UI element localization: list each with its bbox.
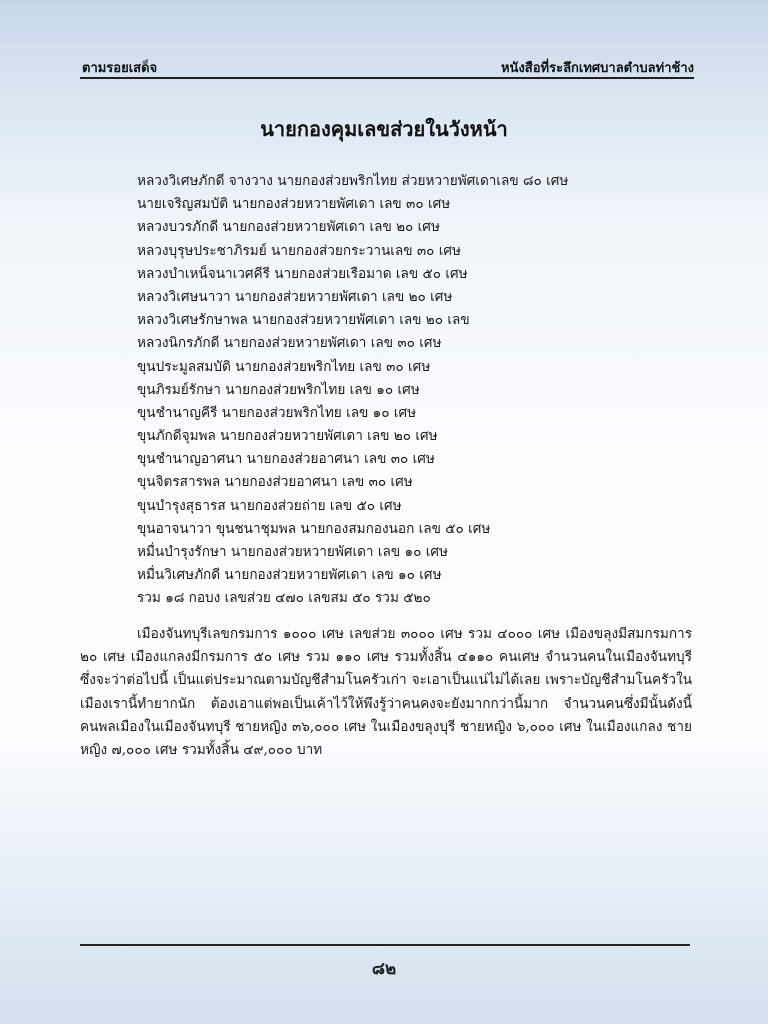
list-item: ขุนภิรมย์รักษา นายกองส่วยพริกไทย เลข ๑๐ เศษ <box>137 381 420 398</box>
list-item: หลวงนิกรภักดี นายกองส่วยหวายพัศเดา เลข ๓๐ เศษ <box>137 335 442 352</box>
list-item: หลวงวิเศษรักษาพล นายกองส่วยหวายพัศเดา เลข ๒๐ เลข <box>137 312 470 329</box>
running-header-right: หนังสือที่ระลึกเทศบาลตำบลท่าช้าง <box>500 61 694 76</box>
running-header-left: ตามรอยเสด็จ <box>82 61 158 76</box>
list-item: หมื่นบำรุงรักษา นายกองส่วยหวายพัศเดา เลข ๑๐ เศษ <box>137 544 448 560</box>
page-number: ๘๒ <box>371 959 397 979</box>
officer-list <box>137 170 697 611</box>
list-item: ขุนอาจนาวา ขุนชนาชุมพล นายกองสมกองนอก เลข ๕๐ เศษ <box>137 520 491 537</box>
footer-rule <box>80 944 690 946</box>
list-item: ขุนชำนาญคีรี นายกองส่วยพริกไทย เลข ๑๐ เศษ <box>137 404 417 421</box>
list-item: นายเจริญสมบัติ นายกองส่วยหวายพัศเดา เลข ๓๐ เศษ <box>137 196 451 213</box>
list-item: หลวงวิเศษภักดี จางวาง นายกองส่วยพริกไทย ส่วยหวายพัศเดาเลข ๘๐ เศษ <box>137 173 569 189</box>
body-paragraph: เมืองจันทบุรีเลขกรมการ ๑๐๐๐ เศษ เลขส่วย ๓๐๐๐ เศษ รวม ๔๐๐๐ เศษ เมืองขลุงมีสมกรมการ ๒๐ เศษ เมืองแกลงมีกรมการ ๕๐ เศษ รวม ๑๑๐ เศษ รวมทั้งสิ้น ๔๑๑๐ คนเศษ จำนวนคนในเมืองจันทบุรีซึ่งจะว่าต่อไปนี้ เป็นแต่ประมาณตามบัญชีสำมโนครัวเก่า จะเอาเป็นแน่ไม่ได้เลย เพราะบัญชีสำมโนครัวในเมืองเรานี้ทำยากนัก ต้องเอาแต่พอเป็นเค้าไว้ให้พึงรู้ว่าคนคงจะยังมากกว่านี้มาก จำนวนคนซึ่งมีนั้นดังนี้ คนพลเมืองในเมืองจันทบุรี ชายหญิง ๓๖,๐๐๐ เศษ ในเมืองขลุงบุรี ชายหญิง ๖,๐๐๐ เศษ ในเมืองแกลง ชายหญิง ๗,๐๐๐ เศษ รวมทั้งสิ้น ๔๙,๐๐๐ บาท <box>80 626 692 759</box>
list-item: หลวงบวรภักดี นายกองส่วยหวายพัศเดา เลข ๒๐ เศษ <box>137 219 440 236</box>
list-item: ขุนประมูลสมบัติ นายกองส่วยพริกไทย เลข ๓๐ เศษ <box>137 358 431 375</box>
list-item: หมื่นวิเศษภักดี นายกองส่วยหวายพัศเดา เลข ๑๐ เศษ <box>137 567 442 584</box>
list-total: รวม ๑๘ กอบง เลขส่วย ๔๗๐ เลขสม ๕๐ รวม ๕๒๐ <box>137 590 431 607</box>
list-item: ขุนชำนาญอาศนา นายกองส่วยอาศนา เลข ๓๐ เศษ <box>137 451 435 468</box>
list-item: หลวงบุรุษประชาภิรมย์ นายกองส่วยกระวานเลข ๓๐ เศษ <box>137 242 461 259</box>
list-item: ขุนบำรุงสุธารส นายกองส่วยถ่าย เลข ๕๐ เศษ <box>137 497 402 514</box>
list-item: หลวงวิเศษนาวา นายกองส่วยหวายพัศเดา เลข ๒๐ เศษ <box>137 288 453 305</box>
list-item: หลวงบำเหน็จนาเวศคีรี นายกองส่วยเรือมาด เลข ๕๐ เศษ <box>137 265 468 282</box>
header-rule <box>80 77 694 79</box>
list-item: ขุนภักดีจุมพล นายกองส่วยหวายพัศเดา เลข ๒๐ เศษ <box>137 428 438 445</box>
list-item: ขุนจิตรสารพล นายกองส่วยอาศนา เลข ๓๐ เศษ <box>137 474 413 491</box>
page-title: นายกองคุมเลขส่วยในวังหน้า <box>260 117 508 141</box>
